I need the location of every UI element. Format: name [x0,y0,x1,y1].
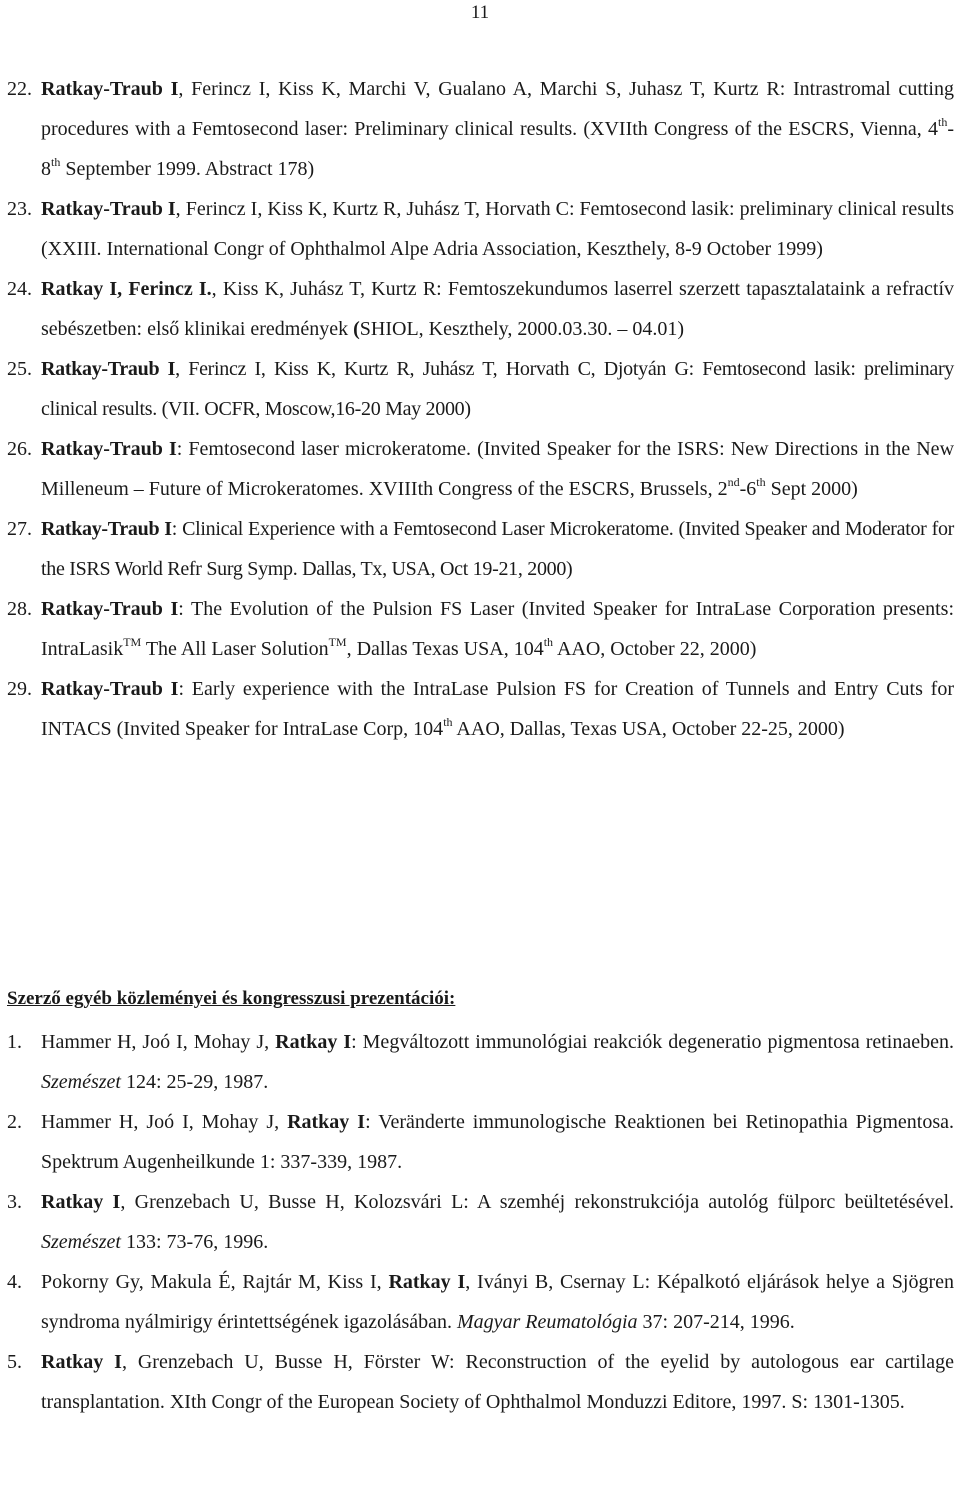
citation-text: : Early experience with the IntraLase Pulsion FS for Creation of Tunnels and Entry Cuts for INTACS (Invited Speaker for IntraLase Corp, 104 [41,678,954,740]
list-item-5 [0,1342,960,1422]
citation-text: AAO, Dallas, Texas USA, October 22-25, 2000) [452,718,845,740]
author-highlight: Ratkay I [41,1351,122,1373]
citation-text: : Clinical Experience with a Femtosecond Laser Microkeratome. (Invited Speaker and Moderator for the ISRS World Refr Surg Symp. Dallas, Tx, USA, Oct 19-21, 2000) [41,518,954,580]
list-item-2 [0,1102,960,1182]
citation-text: September 1999. Abstract 178) [60,158,315,180]
list-item-24 [0,269,960,349]
list-item-27 [0,509,960,589]
item-number: 4. [7,1271,22,1293]
item-number: 24. [7,278,32,300]
superscript: th [543,635,554,649]
item-number: 2. [7,1111,22,1133]
citation-text: Pokorny Gy, Makula É, Rajtár M, Kiss I, [41,1271,389,1293]
citation-text: : Femtosecond laser microkeratome. (Invited Speaker for the ISRS: New Directions in the New Milleneum – Future of Microkeratomes. XVIIIth Congress of the ESCRS, Brussels, 2 [41,438,955,500]
list-item-23 [0,189,960,269]
superscript: TM [123,635,142,649]
list-item-1 [0,1022,960,1102]
item-number: 3. [7,1191,22,1213]
citation-text: , Ferincz I, Kiss K, Marchi V, Gualano A, Marchi S, Juhasz T, Kurtz R: Intrastromal cutting procedures with a Femtosecond laser: Preliminary clinical results. (XVIIth Congress of the ESCRS, Vienna, 4 [41,78,954,140]
list-item-25 [0,349,960,429]
citation-text: : The Evolution of the Pulsion FS Laser (Invited Speaker for IntraLase Corporation presents: IntraLasik [41,598,954,660]
author-highlight: Ratkay-Traub I [41,78,179,100]
citation-text: 124: 25-29, 1987. [120,1071,269,1093]
superscript: th [937,115,948,129]
author-highlight: Ratkay I [275,1031,352,1053]
citation-text: The All Laser Solution [141,638,329,660]
citation-text: Hammer H, Joó I, Mohay J, [41,1031,276,1053]
list-item-3 [0,1182,960,1262]
superscript: th [756,475,766,489]
citation-text: Hammer H, Joó I, Mohay J, [41,1111,288,1133]
author-highlight: Ratkay I [41,278,118,300]
journal-name: Szemészet [41,1231,121,1253]
citation-text: , Kiss K, Juhász T, Kurtz R: Femtoszekundumos laserrel szerzett tapasztalataink a refractív sebészetben: első klinikai eredmények [41,278,955,340]
citation-text: , Grenzebach U, Busse H, Förster W: Reconstruction of the eyelid by autologous ear cartilage transplantation. XIth Congr of the European Society of Ophthalmol Monduzzi Editore, 1997. S: 1301-1305. [41,1351,955,1413]
item-number: 5. [7,1351,22,1373]
list-item-29 [0,669,960,749]
citation-text: -8 [41,118,954,180]
author-highlight: Ratkay-Traub I [41,438,177,460]
superscript: TM [328,635,347,649]
citation-text: : Megváltozott immunológiai reakciók degeneratio pigmentosa retinaeben. [351,1031,954,1053]
superscript: th [443,715,453,729]
list-item-26 [0,429,960,509]
author-highlight: Ratkay-Traub I [41,678,179,700]
author-highlight: Ratkay-Traub I [41,198,176,220]
citation-text: SHIOL, Keszthely, 2000.03.30. – 04.01) [359,318,684,340]
superscript: th [51,155,61,169]
author-highlight: Ratkay-Traub I [41,358,176,380]
author-highlight: , Ferincz I. [117,278,212,300]
journal-name: Magyar Reumatológia [456,1311,638,1333]
item-number: 29. [7,678,32,700]
author-highlight: Ratkay I [388,1271,466,1293]
citation-text: -6 [739,478,757,500]
citation-text: , Iványi B, Csernay L: Képalkotó eljárások helye a Sjögren syndroma nyálmirigy érintettségének igazolásában. [41,1271,954,1333]
superscript: nd [727,475,740,489]
author-highlight: Ratkay-Traub I [41,598,179,620]
section-title: Szerző egyéb közleményei és kongresszusi prezentációi: [7,988,456,1009]
citation-text: Sept 2000) [765,478,858,500]
citation-text: , Grenzebach U, Busse H, Kolozsvári L: A szemhéj rekonstrukciója autológ fülporc beültetésével. [120,1191,954,1213]
author-highlight: Ratkay-Traub I [41,518,172,540]
citation-text: , Ferincz I, Kiss K, Kurtz R, Juhász T, Horvath C: Femtosecond lasik: preliminary clinical results (XXIII. International Congr of Ophthalmol Alpe Adria Association, Keszthely, 8-9 October 1999) [41,198,954,260]
citation-text: ( [353,318,360,340]
citation-text: AAO, October 22, 2000) [553,638,757,660]
list-item-28 [0,589,960,669]
citation-text: 37: 207-214, 1996. [637,1311,795,1333]
publication-list [0,1022,960,1422]
congress-list [0,69,960,749]
author-highlight: Ratkay I [287,1111,366,1133]
journal-name: Szemészet [41,1071,121,1093]
page-number: 11 [470,2,490,23]
list-item-4 [0,1262,960,1342]
item-number: 1. [7,1031,22,1053]
item-number: 25. [7,358,32,380]
item-number: 23. [7,198,32,220]
citation-text: : Veränderte immunologische Reaktionen bei Retinopathia Pigmentosa. Spektrum Augenheilkunde 1: 337-339, 1987. [41,1111,955,1173]
item-number: 27. [7,518,32,540]
citation-text: , Dallas Texas USA, 104 [346,638,544,660]
item-number: 28. [7,598,32,620]
citation-text: , Ferincz I, Kiss K, Kurtz R, Juhász T, Horvath C, Djotyán G: Femtosecond lasik: preliminary clinical results. (VII. OCFR, Moscow,16-20 May 2000) [41,358,955,420]
item-number: 22. [7,78,32,100]
list-item-22 [0,69,960,189]
item-number: 26. [7,438,32,460]
citation-text: 133: 73-76, 1996. [120,1231,269,1253]
author-highlight: Ratkay I [41,1191,121,1213]
